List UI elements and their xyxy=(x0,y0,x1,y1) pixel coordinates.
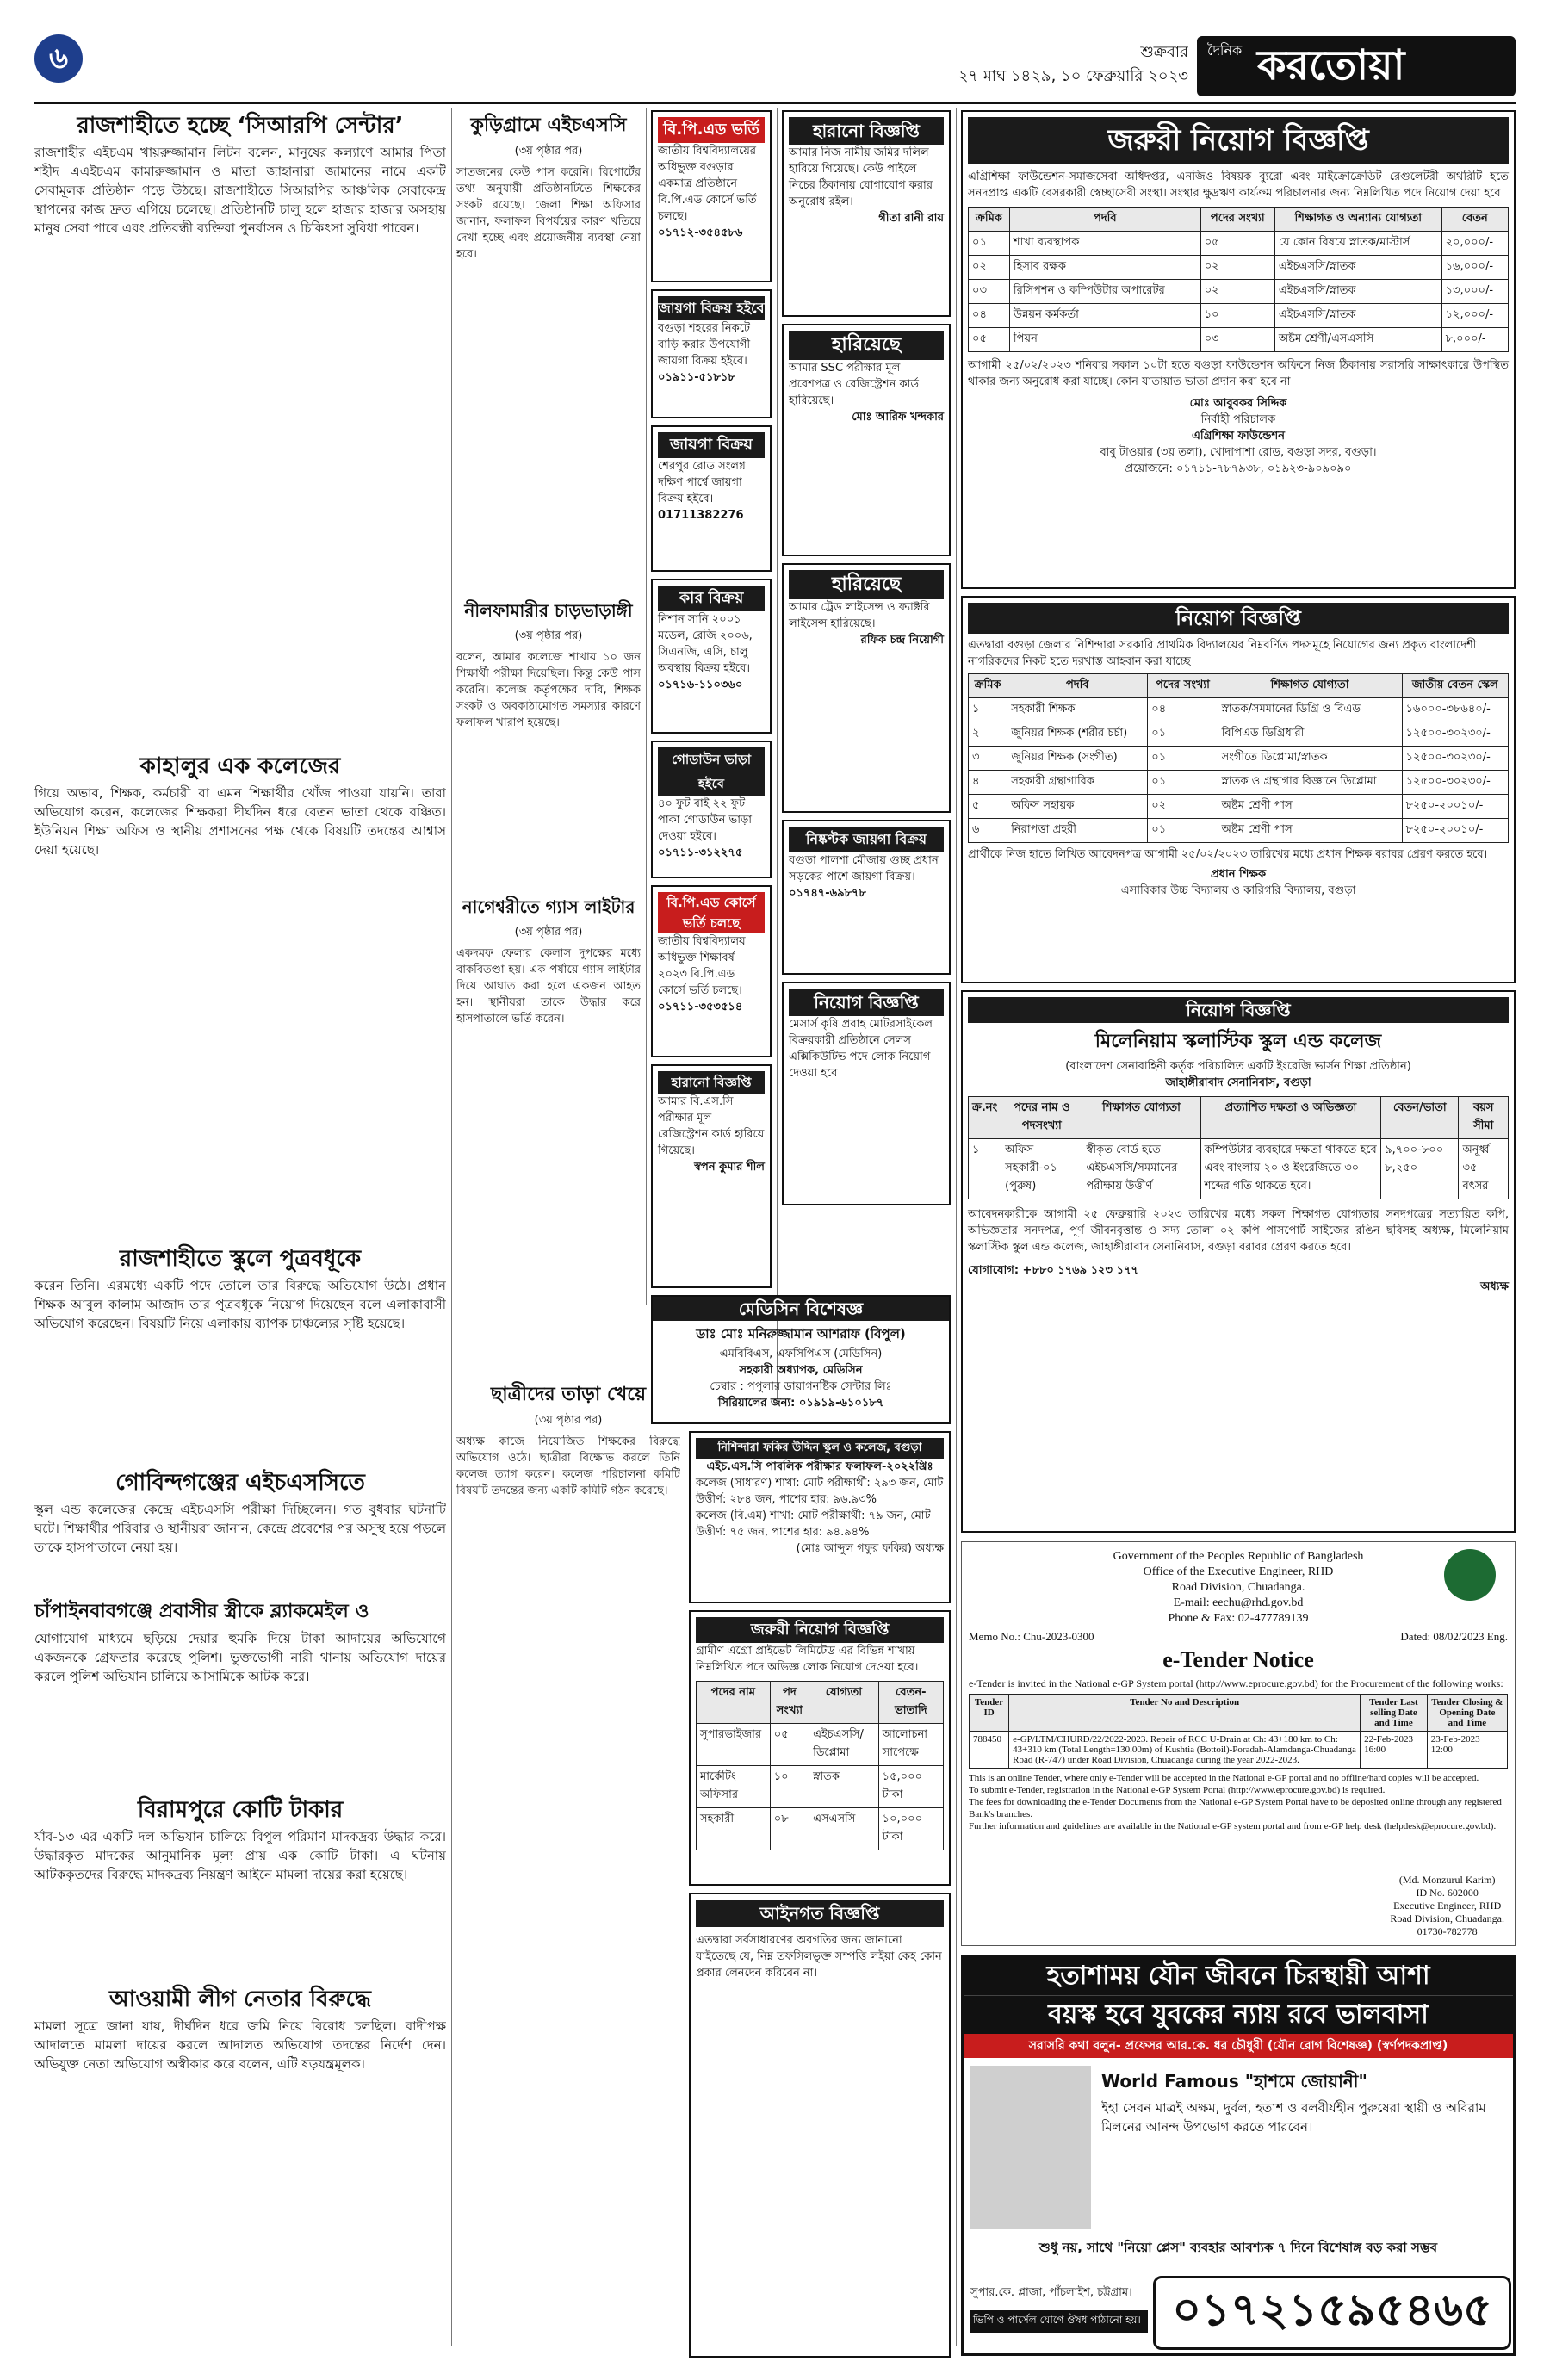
ad-grameen-title: জরুরী নিয়োগ বিজ্ঞপ্তি xyxy=(696,1617,944,1643)
table-cell: ০১ xyxy=(1148,819,1218,843)
table-row xyxy=(969,280,1509,304)
ad-lost4-body: আমার বি.এস.সি পরীক্ষার মূল রেজিস্ট্রেশন কার্ড হারিয়ে গিয়েছে। xyxy=(658,1095,765,1157)
ad-land3-phone: ০১৭৪৭-৬৯৮৭৮ xyxy=(789,887,866,900)
job-college-header-5: বয়স সীমা xyxy=(1459,1097,1509,1139)
job-college-title: নিয়োগ বিজ্ঞপ্তি xyxy=(968,997,1509,1023)
table-row xyxy=(970,1732,1508,1769)
ad-result-line1: কলেজ (সাধারণ) শাখা: মোট পরীক্ষার্থী: ২৯৩ জন, মোট উত্তীর্ণ: ২৮৪ জন, পাশের হার: ৯৬.৯৩% xyxy=(696,1477,944,1506)
table-cell: ১০,০০০ টাকা xyxy=(878,1808,943,1850)
table-cell: ০২ xyxy=(969,256,1010,280)
headline-nilphamari: নীলফামারীর চাড়ভাড়াঙ্গী xyxy=(464,600,633,621)
ad-lost2-signer: মোঃ আরিফ খন্দকার xyxy=(852,411,944,424)
body-kahalu: গিয়ে অভাব, শিক্ষক, কর্মচারী বা এমন শিক্ষার্থীর খোঁজ পাওয়া যায়নি। তারা অভিযোগ করেন, কলেজের শিক্ষকরা দীর্ঘদিন ধরে বেতন ভাতা থেকে বঞ্চিত। ইউনিয়ন শিক্ষা অফিস ও স্থানীয় প্রশাসনের পক্ষ থেকে বিষয়টি তদন্তের আশ্বাস দেয়া হয়েছে। xyxy=(34,785,446,858)
table-cell: বিপিএড ডিগ্রিধারী xyxy=(1218,722,1402,747)
ad-doctor-chamber: চেম্বার : পপুলার ডায়াগনষ্টিক সেন্টার লিঃ xyxy=(710,1380,892,1393)
table-cell: ৮২৫০-২০০১০/- xyxy=(1402,795,1508,819)
tender-note3: The fees for downloading the e-Tender Documents from the National e-GP System Portal have to be deposited online through any registered Bank's branches. xyxy=(969,1797,1502,1819)
table-cell: ০৩ xyxy=(969,280,1010,304)
ad-land2-title: জায়গা বিক্রয় xyxy=(658,432,765,458)
table-cell: সহকারী শিক্ষক xyxy=(1008,698,1148,722)
table-cell: ০২ xyxy=(1148,795,1218,819)
table-cell: এইচএসসি/স্নাতক xyxy=(1274,304,1442,328)
tender-table xyxy=(969,1694,1508,1769)
job-school-org: এসাবিকার উচ্চ বিদ্যালয় ও কারিগরি বিদ্যালয়, বগুড়া xyxy=(1120,884,1356,897)
ad-bped-body: জাতীয় বিশ্ববিদ্যালয়ের অধিভুক্ত বগুড়ার একমাত্র প্রতিষ্ঠানে বি.পি.এড কোর্সে ভর্তি চলছে। xyxy=(658,145,757,223)
table-cell: সুপারভাইজার xyxy=(697,1724,771,1766)
tender-signer-office: Road Division, Chuadanga. xyxy=(1390,1912,1504,1924)
table-row xyxy=(969,1139,1509,1199)
ad-job-small xyxy=(782,982,951,1205)
job-main-header-3: শিক্ষাগত ও অন্যান্য যোগ্যতা xyxy=(1274,208,1442,232)
job-main-terms: আগামী ২৫/০২/২০২৩ শনিবার সকাল ১০টা হতে বগুড়া ফাউন্ডেশন অফিসে নিজ ঠিকানায় সরাসরি সাক্ষাৎকারে উপস্থিত থাকার জন্য অনুরোধ করা যাচ্ছে। কোন যাতায়াত ভাতা প্রদান করা হবে না। xyxy=(968,359,1509,388)
ad-doctor-serial: সিরিয়ালের জন্য: ০১৯১৯-৬১০১৮৭ xyxy=(717,1397,884,1410)
table-cell: ১৩,০০০/- xyxy=(1442,280,1508,304)
ad-lost1-body: আমার নিজ নামীয় জমির দলিল হারিয়ে গিয়েছে। কেউ পাইলে নিচের ঠিকানায় যোগাযোগ করার অনুরোধ রইল। xyxy=(789,146,933,208)
ad-bped-phone: ০১৭১২-৩৫৪৫৮৬ xyxy=(658,226,743,239)
job-college-signer: অধ্যক্ষ xyxy=(1480,1280,1509,1293)
ad-car xyxy=(651,579,772,734)
table-cell: ১৬০০০-৩৮৬৪০/- xyxy=(1402,698,1508,722)
job-college-header-4: বেতন/ভাতা xyxy=(1381,1097,1459,1139)
table-cell: e-GP/LTM/CHURD/22/2022-2023. Repair of RCC U-Drain at Ch: 43+180 km to Ch: 43+310 km (Total Length=130.00m) of Kushtia (Bottoil)-Poradah-Alamdanga-Chuadanga Road (R-747) under Road Division, Chuadanga during the year 2022-2023. xyxy=(1009,1732,1361,1769)
health-desc: ইহা সেবন মাত্রই অক্ষম, দুর্বল, হতাশ ও বলবীর্যহীন পুরুষেরা স্থায়ী ও অবিরাম মিলনের আনন্দ উপভোগ করতে পারবেন। xyxy=(1101,2100,1486,2135)
table-cell: ০১ xyxy=(1148,747,1218,771)
table-cell: ০৫ xyxy=(770,1724,809,1766)
table-cell: ০১ xyxy=(969,232,1010,256)
health-doctor-photo xyxy=(970,2066,1091,2229)
ad-godown xyxy=(651,741,772,878)
table-row xyxy=(969,795,1509,819)
tender-header-0: Tender ID xyxy=(970,1695,1009,1732)
table-cell: 788450 xyxy=(970,1732,1009,1769)
body-nageshwari: একদমফ ফেলার কেলাস দুপক্ষের মধ্যে বাকবিতণ্ডা হয়। এক পর্যায়ে গ্যাস লাইটার দিয়ে আঘাত করা হলে একজন আহত হন। স্থানীয়রা তাকে উদ্ধার করে হাসপাতালে ভর্তি করেন। xyxy=(456,947,641,1026)
ad-land2-phone: 01711382276 xyxy=(658,509,744,522)
table-cell: ০৫ xyxy=(969,328,1010,352)
table-cell: ০৩ xyxy=(1200,328,1274,352)
health-address: সুপার.কে. প্লাজা, পাঁচলাইশ, চট্টগ্রাম। xyxy=(970,2286,1132,2299)
job-school-signer: প্রধান শিক্ষক xyxy=(1210,868,1267,881)
table-cell: অনূর্ধ্ব ৩৫ বৎসর xyxy=(1459,1139,1509,1199)
table-cell: ৮২৫০-২০০১০/- xyxy=(1402,819,1508,843)
table-cell: এসএসসি xyxy=(809,1808,879,1850)
news-students xyxy=(456,1378,680,1980)
masthead-logo-small: দৈনিক xyxy=(1207,42,1243,59)
job-college-table xyxy=(968,1096,1509,1199)
table-cell: ১২,০০০/- xyxy=(1442,304,1508,328)
table-cell: জুনিয়র শিক্ষক (শরীর চর্চা) xyxy=(1008,722,1148,747)
body-awami: মামলা সূত্রে জানা যায়, দীর্ঘদিন ধরে জমি নিয়ে বিরোধ চলছিল। বাদীপক্ষ আদালতে মামলা দায়ের করলে আদালত অভিযোগ তদন্তের নির্দেশ দেন। অভিযুক্ত নেতা অভিযোগ অস্বীকার করে বলেন, এটি ষড়যন্ত্রমূলক। xyxy=(34,2018,446,2072)
ad-grameen-body: গ্রামীণ এগ্রো প্রাইভেট লিমিটেড এর বিভিন্ন শাখায় নিম্নলিখিত পদে অভিজ্ঞ লোক নিয়োগ দেওয়া হবে। xyxy=(696,1645,919,1674)
tender-intro: e-Tender is invited in the National e-GP System portal (http://www.eprocure.gov.bd) for the Procurement of the following works: xyxy=(969,1677,1504,1689)
tender-header-3: Tender Closing & Opening Date and Time xyxy=(1427,1695,1507,1732)
tender-signer-id: ID No. 602000 xyxy=(1416,1887,1479,1899)
job-school-header-0: ক্রমিক xyxy=(969,674,1008,698)
news-column-2 xyxy=(456,108,641,2356)
table-cell: পিয়ন xyxy=(1009,328,1200,352)
job-main-header-2: পদের সংখ্যা xyxy=(1200,208,1274,232)
ad-grameen-col3: যোগ্যতা xyxy=(809,1682,879,1724)
ad-bped-title: বি.পি.এড ভর্তি xyxy=(658,117,765,143)
job-college-org-loc: জাহাঙ্গীরাবাদ সেনানিবাস, বগুড়া xyxy=(1165,1076,1311,1089)
tender-header-2: Tender Last selling Date and Time xyxy=(1361,1695,1428,1732)
weekday: শুক্রবার xyxy=(1140,43,1188,61)
ad-car-title: কার বিক্রয় xyxy=(658,586,765,611)
ad-lost1-signer: গীতা রানী রায় xyxy=(878,212,944,225)
job-college-notes: আবেদনকারীকে আগামী ২৫ ফেব্রুয়ারি ২০২৩ তারিখের মধ্যে সকল শিক্ষাগত যোগ্যতার সনদপত্রের সত্যায়িত কপি, অভিজ্ঞতার সনদপত্র, পূর্ণ জীবনবৃত্তান্ত ও সদ্য তোলা ০২ কপি পাসপোর্ট সাইজের রঙিন ছবিসহ অধ্যক্ষ, মিলেনিয়াম স্কলাস্টিক স্কুল এন্ড কলেজ, জাহাঙ্গীরাবাদ সেনানিবাস, বগুড়া বরাবর প্রেরণ করতে হবে। xyxy=(968,1208,1509,1254)
job-school-header-4: জাতীয় বেতন স্কেল xyxy=(1402,674,1508,698)
job-college-header-2: শিক্ষাগত যোগ্যতা xyxy=(1082,1097,1200,1139)
table-cell: স্নাতক ও গ্রন্থাগার বিজ্ঞানে ডিপ্লোমা xyxy=(1218,771,1402,795)
ad-land2-body: শেরপুর রোড সংলগ্ন দক্ষিণ পার্শ্বে জায়গা বিক্রয় হইবে। xyxy=(658,460,746,505)
ad-doctor xyxy=(651,1295,951,1424)
ad-bped2-body: জাতীয় বিশ্ববিদ্যালয় অধিভুক্ত শিক্ষাবর্ষ ২০২৩ বি.পি.এড কোর্সে ভর্তি চলছে। xyxy=(658,935,746,997)
ad-grameen-table xyxy=(696,1681,944,1850)
tender-signer: (Md. Monzurul Karim) xyxy=(1398,1874,1496,1886)
table-cell: ১৫,০০০ টাকা xyxy=(878,1766,943,1808)
job-college-org: মিলেনিয়াম স্কলাস্টিক স্কুল এন্ড কলেজ xyxy=(1094,1031,1382,1052)
health-strip: সরাসরি কথা বলুন- প্রফেসর আর.কে. ধর চৌধুরী (যৌন রোগ বিশেষজ্ঞ) (স্বর্ণপদকপ্রাপ্ত) xyxy=(964,2034,1513,2058)
ad-result-title: নিশিন্দারা ফকির উদ্দিন স্কুল ও কলেজ, বগুড়া xyxy=(696,1438,944,1459)
job-main xyxy=(961,110,1516,589)
tender-note4: Further information and guidelines are available in the National e-GP system portal and from e-GP help desk (helpdesk@eprocure.gov.bd). xyxy=(969,1821,1497,1831)
table-cell: এইচএসসি/স্নাতক xyxy=(1274,256,1442,280)
table-cell: ৩ xyxy=(969,747,1008,771)
ad-land3 xyxy=(782,820,951,975)
table-cell: রিসিপশন ও কম্পিউটার অপারেটর xyxy=(1009,280,1200,304)
table-cell: মার্কেটিং অফিসার xyxy=(697,1766,771,1808)
ad-doctor-name: ডাঃ মোঃ মনিরুজ্জামান আশরাফ (বিপুল) xyxy=(696,1326,906,1342)
table-cell: আলোচনা সাপেক্ষে xyxy=(878,1724,943,1766)
tender-note1: This is an online Tender, where only e-Tender will be accepted in the National e-GP portal and no offline/hard copies will be accepted. xyxy=(969,1773,1479,1783)
ad-land1-title: জায়গা বিক্রয় হইবে xyxy=(658,296,765,320)
table-cell: নিরাপত্তা প্রহরী xyxy=(1008,819,1148,843)
table-cell: সংগীতে ডিপ্লোমা/স্নাতক xyxy=(1218,747,1402,771)
table-cell: ০১ xyxy=(1148,722,1218,747)
job-main-title: জরুরী নিয়োগ বিজ্ঞপ্তি xyxy=(968,117,1509,164)
tender-notice xyxy=(961,1541,1516,1946)
headline-students: ছাত্রীদের তাড়া খেয়ে xyxy=(490,1384,647,1405)
ad-legal-body: এতদ্বারা সর্বসাধারণের অবগতির জন্য জানানো যাইতেছে যে, নিম্ন তফসিলভুক্ত সম্পত্তি লইয়া কেহ কোন প্রকার লেনদেন করিবেন না। xyxy=(696,1934,942,1980)
table-cell: 22-Feb-2023 16:00 xyxy=(1361,1732,1428,1769)
job-main-signer: মোঃ আবুবকর সিদ্দিক xyxy=(1189,397,1287,410)
ad-lost2-body: আমার SSC পরীক্ষার মূল প্রবেশপত্র ও রেজিস্ট্রেশন কার্ড হারিয়েছে। xyxy=(789,362,919,407)
job-school-title: নিয়োগ বিজ্ঞপ্তি xyxy=(968,603,1509,634)
table-cell: এইচএসসি/ডিপ্লোমা xyxy=(809,1724,879,1766)
ad-doctor-degree: এমবিবিএস, এফসিপিএস (মেডিসিন) xyxy=(719,1348,883,1360)
tender-email: E-mail: eechu@rhd.gov.bd xyxy=(1173,1596,1304,1609)
ad-bped2-phone: ০১৭১১-৩৫৩৫১৪ xyxy=(658,1001,743,1013)
headline-kurigram: কুড়িগ্রামে এইচএসসি xyxy=(470,115,627,136)
table-row xyxy=(969,771,1509,795)
ad-lost4-title: হারানো বিজ্ঞপ্তি xyxy=(658,1071,765,1094)
ad-land3-body: বগুড়া পালশা মৌজায় গুচ্ছ প্রধান সড়কের পাশে জায়গা বিক্রয়। xyxy=(789,854,939,883)
job-main-address: বাবু টাওয়ার (৩য় তলা), খোদাপাশা রোড, বগুড়া সদর, বগুড়া। xyxy=(1100,446,1377,459)
masthead-logo xyxy=(1197,36,1516,96)
body-gobindaganj: স্কুল এন্ড কলেজের কেন্দ্রে এইচএসসি পরীক্ষা দিচ্ছিলেন। গত বুধবার ঘটনাটি ঘটে। শিক্ষার্থীর পরিবার ও স্থানীয়রা জানান, কেন্দ্রে প্রবেশের পর অসুস্থ হয়ে পড়লে তাকে হাসপাতালে নেয়া হয়। xyxy=(34,1502,446,1555)
job-college-org-sub: (বাংলাদেশ সেনাবাহিনী কর্তৃক পরিচালিত একটি ইংরেজি ভার্সন শিক্ষা প্রতিষ্ঠান) xyxy=(1065,1060,1411,1073)
health-headline-1: হতাশাময় যৌন জীবনে চিরস্থায়ী আশা xyxy=(964,1957,1513,1995)
job-college xyxy=(961,990,1516,1533)
ad-land1 xyxy=(651,289,772,418)
job-school xyxy=(961,596,1516,983)
table-row xyxy=(969,722,1509,747)
ad-grameen-col2: পদ সংখ্যা xyxy=(770,1682,809,1724)
table-row xyxy=(969,304,1509,328)
table-cell: কম্পিউটার ব্যবহারে দক্ষতা থাকতে হবে এবং বাংলায় ২০ ও ইংরেজিতে ৩০ শব্দের গতি থাকতে হবে। xyxy=(1200,1139,1381,1199)
job-main-header-0: ক্রমিক xyxy=(969,208,1010,232)
health-delivery: ভিপি ও পার্সেল যোগে ঔষধ পাঠানো হয়। xyxy=(970,2310,1148,2333)
ad-godown-body: ৪০ ফুট বাই ২২ ফুট পাকা গোডাউন ভাড়া দেওয়া হইবে। xyxy=(658,797,753,843)
table-cell: অফিস সহায়ক xyxy=(1008,795,1148,819)
table-cell: ১২৫০০-৩০২৩০/- xyxy=(1402,722,1508,747)
ad-grameen xyxy=(689,1610,951,1886)
ad-land1-body: বগুড়া শহরের নিকটে বাড়ি করার উপযোগী জায়গা বিক্রয় হইবে। xyxy=(658,322,751,368)
job-college-contact: যোগাযোগ: +৮৮০ ১৭৬৯ ১২৩ ১৭৭ xyxy=(968,1264,1138,1277)
ad-lost4 xyxy=(651,1064,772,1288)
table-cell: ১০ xyxy=(1200,304,1274,328)
ad-result-line2: কলেজ (বি.এম) শাখা: মোট পরীক্ষার্থী: ৭৯ জন, মোট উত্তীর্ণ: ৭৫ জন, পাশের হার: ৯৪.৯৪% xyxy=(696,1509,931,1539)
job-main-signer-role: নির্বাহী পরিচালক xyxy=(1200,413,1276,426)
ad-grameen-col4: বেতন-ভাতাদি xyxy=(878,1682,943,1724)
tender-gov-line1: Government of the Peoples Republic of Bangladesh xyxy=(1113,1550,1364,1563)
body-biram: র্যাব-১৩ এর একটি দল অভিযান চালিয়ে বিপুল পরিমাণ মাদকদ্রব্য উদ্ধার করে। উদ্ধারকৃত মাদকের আনুমানিক মূল্য প্রায় এক কোটি টাকা। এ ঘটনায় আটককৃতদের বিরুদ্ধে মাদকদ্রব্য নিয়ন্ত্রণ আইনে মামলা দায়ের করা হয়েছে। xyxy=(34,1829,446,1882)
ad-godown-title: গোডাউন ভাড়া হইবে xyxy=(658,747,765,796)
body-rajshahi: রাজশাহীর এইচএম খায়রুজ্জামান লিটন বলেন, মানুষের কল্যাণে আমার পিতা শহীদ এএইচএম কামারুজ্জামান ও মাতা জাহানারা জামানের নামে একটি সেবামূলক প্রতিষ্ঠান গড়ে উঠছে। রাজশাহীতে সিআরপির আঞ্চলিক সেবাকেন্দ্র স্থাপনের কাজ দ্রুত এগিয়ে চলেছে। প্রতিষ্ঠানটি চালু হলে হাজার হাজার অসহায় মানুষ সেবা পাবে এবং প্রতিবন্ধী ব্যক্তিরা পুনর্বাসন ও চিকিৎসা সুবিধা পাবেন। xyxy=(34,145,446,236)
tender-note2: To submit e-Tender, registration in the National e-GP System Portal (http://www.eprocure.gov.bd) is required. xyxy=(969,1785,1386,1795)
body-school: করেন তিনি। এরমধ্যে একটি পদে তোলে তার বিরুদ্ধে অভিযোগ উঠে। প্রধান শিক্ষক আবুল কালাম আজাদ তার পুত্রবধূকে নিয়োগ দিয়েছেন বলে এলাকাবাসী অভিযোগ করেছেন। বিষয়টি নিয়ে এলাকায় ব্যাপক চাঞ্চল্যের সৃষ্টি হয়েছে। xyxy=(34,1278,446,1331)
headline-chapai: চাঁপাইনবাবগঞ্জে প্রবাসীর স্ত্রীকে ব্ল্যাকমেইল ও xyxy=(34,1601,369,1622)
job-main-header-1: পদবি xyxy=(1009,208,1200,232)
table-cell: ১০ xyxy=(770,1766,809,1808)
table-row xyxy=(969,328,1509,352)
job-main-table xyxy=(968,207,1509,352)
health-ad xyxy=(961,1955,1516,2356)
job-college-header-0: ক্র.নং xyxy=(969,1097,1001,1139)
table-row xyxy=(969,698,1509,722)
headline-kahalu: কাহালুর এক কলেজের xyxy=(140,753,341,779)
ad-land3-title: নিষ্কণ্টক জায়গা বিক্রয় xyxy=(789,827,944,852)
ad-lost3 xyxy=(782,563,951,813)
health-bottom: শুধু নয়, সাথে "নিয়ো প্লেস" ব্যবহার আবশ্যক ৭ দিনে বিশেষাঙ্গ বড় করা সম্ভব xyxy=(1038,2240,1438,2255)
ad-lost1 xyxy=(782,110,951,317)
table-cell: অষ্টম শ্রেণী পাস xyxy=(1218,795,1402,819)
headline-awami: আওয়ামী লীগ নেতার বিরুদ্ধে xyxy=(109,1986,371,2012)
table-cell: অষ্টম শ্রেণী/এসএসসি xyxy=(1274,328,1442,352)
health-product: World Famous "হাশমে জোয়ানী" xyxy=(1101,2071,1367,2092)
tender-gov-line3: Road Division, Chuadanga. xyxy=(1171,1581,1305,1594)
ad-lost4-signer: স্বপন কুমার শীল xyxy=(694,1161,765,1174)
table-cell: 23-Feb-2023 12:00 xyxy=(1427,1732,1507,1769)
job-school-intro: এতদ্বারা বগুড়া জেলার নিশিন্দারা সরকারি প্রাথমিক বিদ্যালয়ের নিম্নবর্ণিত পদসমূহে নিয়োগের জন্য প্রকৃত বাংলাদেশী নাগরিকদের নিকট হতে দরখাস্ত আহবান করা যাচ্ছে। xyxy=(968,639,1477,668)
table-cell: ২ xyxy=(969,722,1008,747)
table-cell: ১২৫০০-৩০২৩০/- xyxy=(1402,771,1508,795)
ad-job-small-title: নিয়োগ বিজ্ঞপ্তি xyxy=(789,989,944,1016)
table-row xyxy=(697,1766,944,1808)
body-kurigram: সাতজনের কেউ পাস করেনি। রিপোর্টের তথ্য অনুযায়ী প্রতিষ্ঠানটিতে শিক্ষকের সংকট রয়েছে। জেলা শিক্ষা অফিসার জানান, ফলাফল বিপর্যয়ের কারণ খতিয়ে দেখা হচ্ছে এবং প্রয়োজনীয় ব্যবস্থা নেয়া হবে। xyxy=(456,166,641,261)
table-cell: উন্নয়ন কর্মকর্তা xyxy=(1009,304,1200,328)
ad-legal-title: আইনগত বিজ্ঞপ্তি xyxy=(696,1900,944,1927)
table-cell: ০২ xyxy=(1200,280,1274,304)
table-cell: ০৪ xyxy=(969,304,1010,328)
table-cell: ০৫ xyxy=(1200,232,1274,256)
ad-lost3-signer: রফিক চন্দ্র নিয়োগী xyxy=(860,634,944,647)
body-nilphamari: বলেন, আমার কলেজে শাখায় ১০ জন শিক্ষার্থী পরীক্ষা দিয়েছিল। কিন্তু কেউ পাস করেনি। কলেজ কর্তৃপক্ষের দাবি, শিক্ষক সংকট ও অবকাঠামোগত সমস্যার কারণে ফলাফল খারাপ হয়েছে। xyxy=(456,651,641,729)
headline-rajshahi: রাজশাহীতে হচ্ছে ‘সিআরপি সেন্টার’ xyxy=(77,113,404,139)
job-school-header-1: পদবি xyxy=(1008,674,1148,698)
page-number-badge: ৬ xyxy=(34,34,83,83)
table-row xyxy=(969,232,1509,256)
ad-result xyxy=(689,1431,951,1603)
table-cell: ০৮ xyxy=(770,1808,809,1850)
date-line: ২৭ মাঘ ১৪২৯, ১০ ফেব্রুয়ারি ২০২৩ xyxy=(958,67,1188,85)
sub-students: (৩য় পৃষ্ঠার পর) xyxy=(534,1414,603,1427)
table-cell: ১২৫০০-৩০২৩০/- xyxy=(1402,747,1508,771)
news-column-1 xyxy=(34,108,446,2356)
table-cell: অফিস সহকারী-০১ (পুরুষ) xyxy=(1001,1139,1082,1199)
ad-lost3-body: আমার ট্রেড লাইসেন্স ও ফ্যাক্টরি লাইসেন্স হারিয়েছে। xyxy=(789,601,930,630)
headline-nageshwari: নাগেশ্বরীতে গ্যাস লাইটার xyxy=(462,896,636,917)
tender-gov-line2: Office of the Executive Engineer, RHD xyxy=(1143,1565,1334,1578)
table-cell: ৫ xyxy=(969,795,1008,819)
ad-land2 xyxy=(651,425,772,572)
tender-signer-phone: 01730-782778 xyxy=(1417,1925,1478,1937)
gov-emblem xyxy=(1444,1549,1496,1601)
table-cell: ৮,০০০/- xyxy=(1442,328,1508,352)
table-row xyxy=(697,1724,944,1766)
body-chapai: যোগাযোগ মাধ্যমে ছড়িয়ে দেয়ার হুমকি দিয়ে টাকা আদায়ের অভিযোগে একজনকে গ্রেফতার করেছে পুলিশ। ভুক্তভোগী নারী থানায় অভিযোগ দায়ের করলে পুলিশ অভিযান চালিয়ে আসামিকে আটক করে। xyxy=(34,1631,446,1684)
job-main-org: এগ্রিশিক্ষা ফাউন্ডেশন xyxy=(1191,430,1286,443)
table-cell: ২০,০০০/- xyxy=(1442,232,1508,256)
sub-kurigram: (৩য় পৃষ্ঠার পর) xyxy=(514,145,583,158)
health-phone: ০১৭২১৫৯৫৪৬৫ xyxy=(1153,2276,1511,2350)
body-students: অধ্যক্ষ কাজে নিয়োজিত শিক্ষকের বিরুদ্ধে অভিযোগ ওঠে। ছাত্রীরা বিক্ষোভ করলে তিনি কলেজ ত্যাগ করেন। কলেজ পরিচালনা কমিটি বিষয়টি তদন্তের জন্য একটি কমিটি গঠন করেছে। xyxy=(456,1435,680,1497)
table-cell: স্নাতক/সমমানের ডিগ্রি ও বিএড xyxy=(1218,698,1402,722)
ad-lost2 xyxy=(782,324,951,556)
job-college-header-1: পদের নাম ও পদসংখ্যা xyxy=(1001,1097,1082,1139)
ad-result-sub: এইচ.এস.সি পাবলিক পরীক্ষার ফলাফল-২০২২খ্রিঃ xyxy=(706,1460,933,1473)
sub-nageshwari: (৩য় পৃষ্ঠার পর) xyxy=(514,926,583,939)
table-row xyxy=(969,747,1509,771)
tender-date: Dated: 08/02/2023 Eng. xyxy=(1400,1630,1508,1643)
job-college-header-3: প্রত্যাশিত দক্ষতা ও অভিজ্ঞতা xyxy=(1200,1097,1381,1139)
headline-school: রাজশাহীতে স্কুলে পুত্রবধূকে xyxy=(119,1246,362,1272)
table-cell: ১ xyxy=(969,698,1008,722)
job-school-terms: প্রার্থীকে নিজ হাতে লিখিত আবেদনপত্র আগামী ২৫/০২/২০২৩ তারিখের মধ্যে প্রধান শিক্ষক বরাবর প্রেরণ করতে হবে। xyxy=(968,848,1488,861)
ad-lost2-title: হারিয়েছে xyxy=(789,331,944,360)
ad-grameen-col1: পদের নাম xyxy=(697,1682,771,1724)
ad-car-body: নিশান সানি ২০০১ মডেল, রেজি ২০০৬, সিএনজি, এসি, চালু অবস্থায় বিক্রয় হইবে। xyxy=(658,613,753,675)
job-main-intro: এগ্রিশিক্ষা ফাউন্ডেশন-সমাজসেবা অধিদপ্তর, এনজিও বিষয়ক ব্যুরো এবং মাইক্রোক্রেডিট রেগুলেটরী অথরিটি হতে সনদপ্রাপ্ত একটি বেসরকারী স্বেচ্ছাসেবী সংস্থা। সংস্থার ক্ষুদ্রঋণ কার্যক্রম পরিচালনার জন্য নিম্নলিখিত পদে নিয়োগ দেয়া হবে। xyxy=(968,170,1509,200)
ad-result-signer: (মোঃ আব্দুল গফুর ফকির) অধ্যক্ষ xyxy=(796,1542,944,1555)
tender-phone: Phone & Fax: 02-477789139 xyxy=(1168,1612,1309,1625)
table-cell: অষ্টম শ্রেণী পাস xyxy=(1218,819,1402,843)
table-row xyxy=(969,819,1509,843)
ad-legal xyxy=(689,1893,951,2358)
table-cell: ০২ xyxy=(1200,256,1274,280)
ad-car-phone: ০১৭১৬-১১০৩৬০ xyxy=(658,679,743,691)
table-cell: স্বীকৃত বোর্ড হতে এইচএসসি/সমমানের পরীক্ষায় উত্তীর্ণ xyxy=(1082,1139,1200,1199)
ad-land1-phone: ০১৯১১-৫১৮১৮ xyxy=(658,371,735,384)
masthead-logo-name: করতোয়া xyxy=(1257,41,1405,90)
table-cell: সহকারী xyxy=(697,1808,771,1850)
table-cell: ০১ xyxy=(1148,771,1218,795)
table-cell: সহকারী গ্রন্থাগারিক xyxy=(1008,771,1148,795)
ad-doctor-band: মেডিসিন বিশেষজ্ঞ xyxy=(653,1297,949,1321)
headline-gobindaganj: গোবিন্দগঞ্জের এইচএসসিতে xyxy=(115,1470,365,1496)
job-school-table xyxy=(968,673,1509,843)
sub-nilphamari: (৩য় পৃষ্ঠার পর) xyxy=(514,629,583,642)
job-main-contact: প্রয়োজনে: ০১৭১১-৭৮৭৯৩৮, ০১৯২৩-৯০৯০৯০ xyxy=(1125,462,1352,475)
tender-title: e-Tender Notice xyxy=(1162,1647,1314,1672)
ad-bped xyxy=(651,110,772,282)
health-headline-2: বয়স্ক হবে যুবকের ন্যায় রবে ভালবাসা xyxy=(964,1995,1513,2034)
table-cell: এইচএসসি/স্নাতক xyxy=(1274,280,1442,304)
table-cell: হিসাব রক্ষক xyxy=(1009,256,1200,280)
table-cell: ৬ xyxy=(969,819,1008,843)
ad-job-small-body: মেসার্স কৃষি প্রবাহ মোটরসাইকেল বিক্রয়কারী প্রতিষ্ঠানে সেলস এক্সিকিউটিভ পদে লোক নিয়োগ দেওয়া হবে। xyxy=(789,1018,933,1080)
table-cell: যে কোন বিষয়ে স্নাতক/মাস্টার্স xyxy=(1274,232,1442,256)
ad-bped2-title: বি.পি.এড কোর্সে ভর্তি চলছে xyxy=(658,892,765,933)
ad-doctor-post: সহকারী অধ্যাপক, মেডিসিন xyxy=(739,1364,863,1377)
headline-biram: বিরামপুরে কোটি টাকার xyxy=(137,1797,344,1823)
table-row xyxy=(697,1808,944,1850)
table-cell: শাখা ব্যবস্থাপক xyxy=(1009,232,1200,256)
ad-lost3-title: হারিয়েছে xyxy=(789,570,944,599)
job-school-header-3: শিক্ষাগত যোগ্যতা xyxy=(1218,674,1402,698)
table-cell: স্নাতক xyxy=(809,1766,879,1808)
table-cell: ১৬,০০০/- xyxy=(1442,256,1508,280)
ad-bped2 xyxy=(651,885,772,1057)
job-main-header-4: বেতন xyxy=(1442,208,1508,232)
tender-memo: Memo No.: Chu-2023-0300 xyxy=(969,1630,1094,1643)
job-school-header-2: পদের সংখ্যা xyxy=(1148,674,1218,698)
table-cell: ০৪ xyxy=(1148,698,1218,722)
table-cell: জুনিয়র শিক্ষক (সংগীত) xyxy=(1008,747,1148,771)
masthead-rule xyxy=(34,102,1516,104)
ad-godown-phone: ০১৭১১-৩১২২৭৫ xyxy=(658,846,743,859)
tender-header-1: Tender No and Description xyxy=(1009,1695,1361,1732)
table-row xyxy=(969,256,1509,280)
tender-signer-title: Executive Engineer, RHD xyxy=(1393,1900,1502,1912)
table-cell: ৪ xyxy=(969,771,1008,795)
ad-lost1-title: হারানো বিজ্ঞপ্তি xyxy=(789,117,944,145)
table-cell: ১ xyxy=(969,1139,1001,1199)
table-cell: ৯,৭০০-৮০০ ৮,২৫০ xyxy=(1381,1139,1459,1199)
